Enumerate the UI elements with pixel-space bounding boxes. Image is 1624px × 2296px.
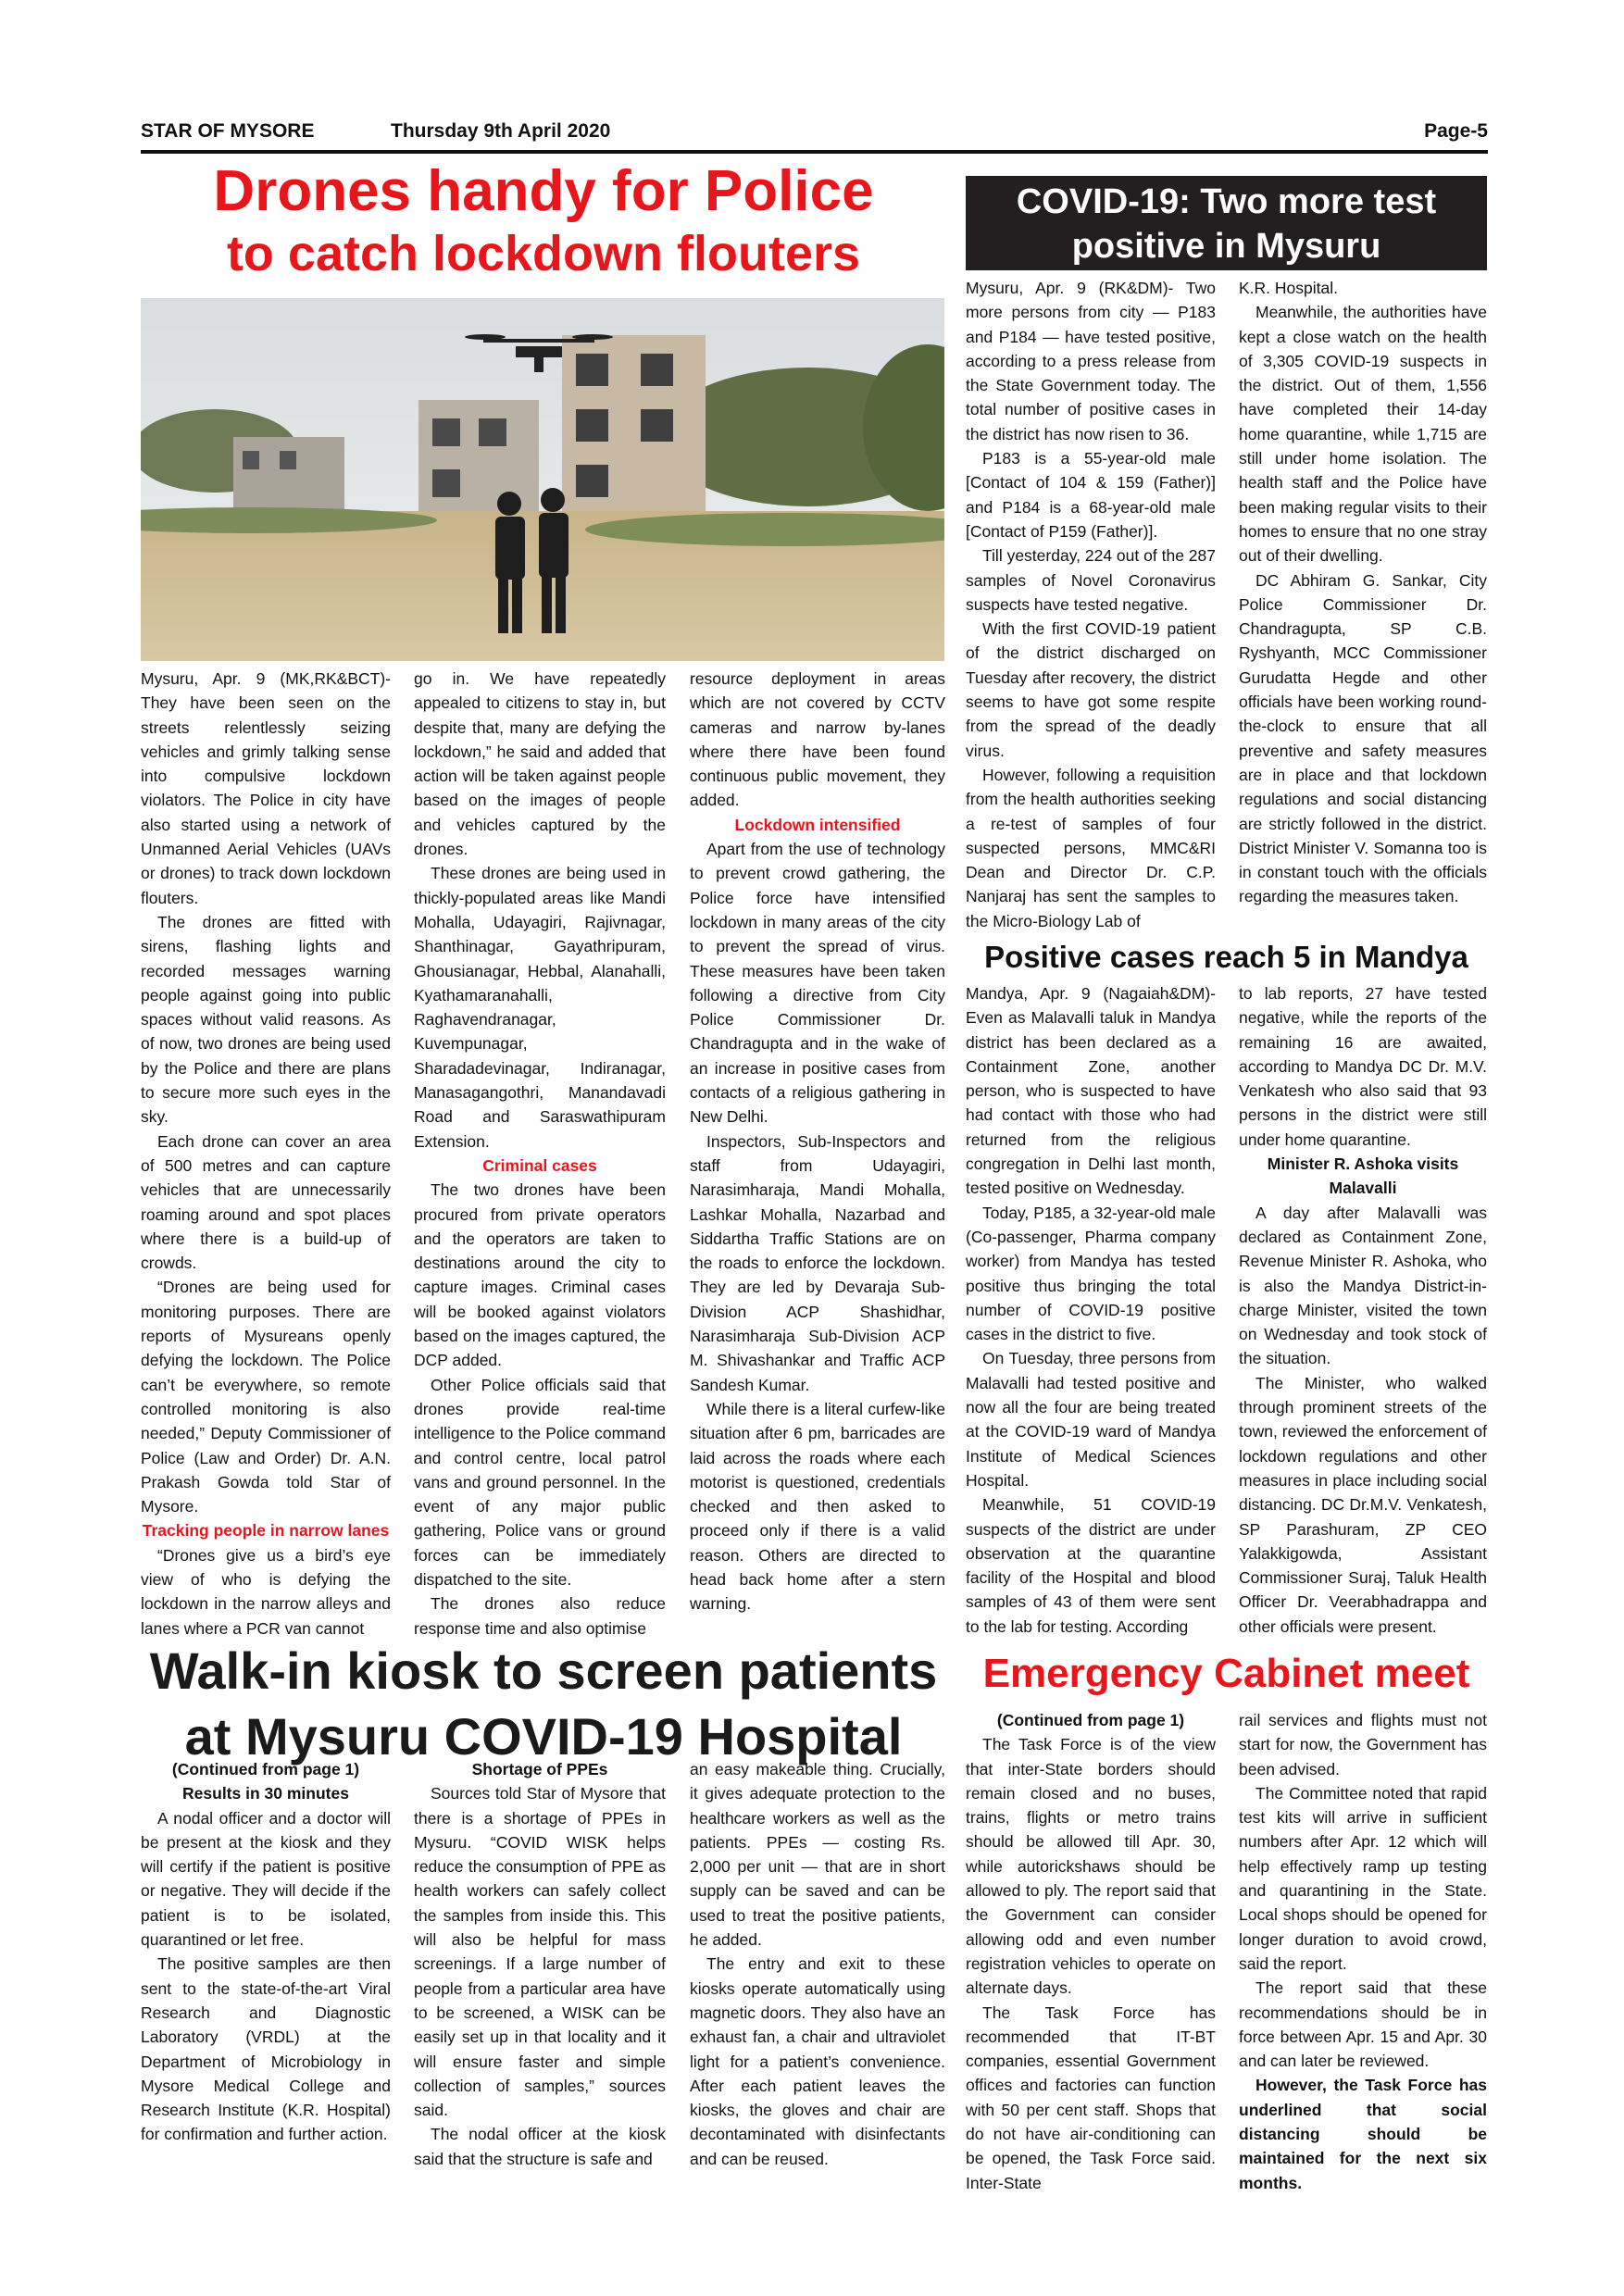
paragraph: A nodal officer and a doctor will be present at the kiosk and they will certify if the patient is positive or negative. They will decide if the patient is to be isolated, quarantined or let free. xyxy=(141,1808,391,1950)
drones-column-3 xyxy=(690,667,945,1616)
paragraph: Today, P185, a 32-year-old male (Co-passenger, Pharma company worker) from Mandya has tested positive thus bringing the total number of COVID-19 positive cases in the district to five. xyxy=(966,1203,1216,1344)
paragraph: P183 is a 55-year-old male [Contact of 104 & 159 (Father)] and P184 is a 68-year-old male [Contact of P159 (Father)]. xyxy=(966,449,1216,541)
paragraph: The drones also reduce response time and also optimise xyxy=(414,1594,666,1638)
kiosk-column-3 xyxy=(690,1757,945,2171)
paragraph: “Drones are being used for monitoring purposes. There are reports of Mysureans openly defying the lockdown. The Police can’t be everywhere, so remote controlled monitoring is also needed,” Deputy Commissioner of Police (Law and Order) Dr. A.N. Prakash Gowda told Star of Mysore. xyxy=(141,1278,391,1516)
drones-headline-line1: Drones handy for Police xyxy=(213,159,874,223)
cabinet-headline: Emergency Cabinet meet xyxy=(982,1651,1470,1696)
kiosk-headline-line2: at Mysuru COVID-19 Hospital xyxy=(184,1706,903,1766)
paragraph: Each drone can cover an area of 500 metres and can capture vehicles that are unnecessarily roaming around and spot places where there is a build-up of crowds. xyxy=(141,1131,391,1273)
continued-note: (Continued from page 1) xyxy=(171,1760,360,1778)
drones-column-2 xyxy=(414,667,666,1641)
paragraph: While there is a literal curfew-like situation after 6 pm, barricades are laid across the roads where each motorist is questioned, credentials checked and then asked to proceed only if there is a valid reason. Others are directed to head back home after a stern warning. xyxy=(690,1399,945,1614)
paragraph: With the first COVID-19 patient of the district discharged on Tuesday after recovery, the district seems to have got some respite from the spread of the deadly virus. xyxy=(966,619,1216,760)
paragraph: rail services and flights must not start for now, the Government has been advised. xyxy=(1239,1711,1487,1778)
paragraph: The Task Force is of the view that inter-State borders should remain closed and no buses, trains, flights or metro trains should be allowed till Apr. 30, while autorickshaws should be allowed to ply. The report said that the Government can consider allowing odd and even number registration vehicles to operate on alternate days. xyxy=(966,1735,1216,1998)
paragraph: A day after Malavalli was declared as Containment Zone, Revenue Minister R. Ashoka, who is also the Mandya District-in-charge Minister, visited the town on Wednesday and took stock of the situation. xyxy=(1239,1203,1487,1368)
kiosk-headline-line1: Walk-in kiosk to screen patients xyxy=(149,1641,938,1700)
newspaper-name: STAR OF MYSORE xyxy=(141,120,315,142)
paragraph: These drones are being used in thickly-populated areas like Mandi Mohalla, Udayagiri, Rajivnagar, Shanthinagar, Gayathripuram, Ghousianagar, Hebbal, Alanahalli, Kyathamaranahalli, Raghavendranagar, Kuvempunagar, Sharadadevinagar, Indiranagar, Manasagangothri, Manandavadi Road and Saraswathipuram Extension. xyxy=(414,864,666,1151)
paragraph: to lab reports, 27 have tested negative, while the reports of the remaining 16 are awaited, according to Mandya DC Dr. M.V. Venkatesh who also said that 93 persons in the district were still under home quarantine. xyxy=(1239,984,1487,1149)
covid-headline xyxy=(966,176,1487,270)
covid-column-2 xyxy=(1239,276,1487,909)
paragraph: go in. We have repeatedly appealed to citizens to stay in, but despite that, many are defying the lockdown,” he said and added that action will be taken against people based on the images of people and vehicles captured by the drones. xyxy=(414,669,666,859)
paragraph: The report said that these recommendations should be in force between Apr. 15 and Apr. 30 and can later be reviewed. xyxy=(1239,1978,1487,2071)
mandya-column-1 xyxy=(966,981,1216,1639)
paragraph: The entry and exit to these kiosks operate automatically using magnetic doors. They also have an exhaust fan, a chair and ultraviolet light for a patient’s convenience. After each patient leaves the kiosks, the gloves and chair are decontaminated with disinfectants and can be reused. xyxy=(690,1954,945,2168)
paragraph: The two drones have been procured from private operators and the operators are taken to destinations around the city to capture images. Criminal cases will be booked against violators based on the images captured, the DCP added. xyxy=(414,1180,666,1370)
subheading: Lockdown intensified xyxy=(734,815,901,834)
paragraph: However, following a requisition from the health authorities seeking a re-test of samples of four suspected persons, MMC&RI Dean and Director Dr. C.P. Nanjaraj has sent the samples to the Micro-Biology Lab of xyxy=(966,765,1216,930)
paragraph: Till yesterday, 224 out of the 287 samples of Novel Coronavirus suspects have tested negative. xyxy=(966,546,1216,614)
kiosk-headline xyxy=(141,1639,946,1769)
drone-photo xyxy=(141,298,944,661)
paragraph: Inspectors, Sub-Inspectors and staff from Udayagiri, Narasimharaja, Mandi Mohalla, Lashkar Mohalla, Nazarbad and Siddartha Traffic Stations are on the roads to enforce the lockdown. They are led by Devaraja Sub-Division ACP Shashidhar, Narasimharaja Sub-Division ACP M. Shivashankar and Traffic ACP Sandesh Kumar. xyxy=(690,1131,945,1394)
subheading: Minister R. Ashoka visits Malavalli xyxy=(1267,1154,1459,1198)
paragraph: Sources told Star of Mysore that there is a shortage of PPEs in Mysuru. “COVID WISK helps reduce the consumption of PPE as health workers can safely collect the samples from inside this. This will also be helpful for mass screenings. If a large number of people from a particular area have to be screened, a WISK can be easily set up in that locality and it will ensure faster and simple collection of samples,” sources said. xyxy=(414,1784,666,2120)
paragraph: resource deployment in areas which are not covered by CCTV cameras and narrow by-lanes where there have been found continuous public movement, they added. xyxy=(690,669,945,810)
paragraph: The nodal officer at the kiosk said that the structure is safe and xyxy=(414,2125,666,2168)
masthead xyxy=(141,120,1488,146)
covid-column-1 xyxy=(966,276,1216,933)
kiosk-column-1 xyxy=(141,1757,391,2147)
paragraph: Mysuru, Apr. 9 (RK&DM)- Two more persons from city — P183 and P184 — have tested positive, according to a press release from the State Government today. The total number of positive cases in the district has now risen to 36. xyxy=(966,279,1216,443)
covid-headline-line2: positive in Mysuru xyxy=(1071,227,1381,266)
paragraph: “Drones give us a bird’s eye view of who is defying the lockdown in the narrow alleys and lanes where a PCR van cannot xyxy=(141,1545,391,1638)
subheading: Shortage of PPEs xyxy=(471,1760,608,1778)
paragraph: The positive samples are then sent to the state-of-the-art Viral Research and Diagnostic Laboratory (VRDL) at the Department of Microbiology in Mysore Medical College and Research Institute (K.R. Hospital) for confirmation and further action. xyxy=(141,1954,391,2144)
paragraph: The drones are fitted with sirens, flashing lights and recorded messages warning people against going into public spaces without valid reasons. As of now, two drones are being used by the Police and there are plans to secure more such eyes in the sky. xyxy=(141,912,391,1127)
paragraph: Other Police officials said that drones provide real-time intelligence to the Police command and control centre, local patrol vans and ground personnel. In the event of any major public gathering, Police vans or ground forces can be immediately dispatched to the site. xyxy=(414,1375,666,1589)
continued-note: (Continued from page 1) xyxy=(996,1711,1185,1729)
paragraph: The Minister, who walked through prominent streets of the town, reviewed the enforcement of lockdown regulations and other measures in place including social distancing. DC Dr.M.V. Venkatesh, SP Parashuram, ZP CEO Yalakkigowda, Assistant Commissioner Suraj, Taluk Health Officer Dr. Veerabhadrappa and other officials were present. xyxy=(1239,1373,1487,1636)
subheading: Criminal cases xyxy=(482,1155,597,1175)
paragraph: Meanwhile, the authorities have kept a close watch on the health of 3,305 COVID-19 suspects in the district. Out of them, 1,556 have completed their 14-day home quarantine, while 1,715 are still under home isolation. The health staff and the Police have been making regular visits to their homes to ensure that no one stray out of their dwelling. xyxy=(1239,303,1487,566)
kiosk-column-2 xyxy=(414,1757,666,2171)
covid-headline-line1: COVID-19: Two more test xyxy=(1016,182,1437,221)
paragraph: Apart from the use of technology to prevent crowd gathering, the Police force have intensified lockdown in many areas of the city to prevent the spread of virus. These measures have been taken following a directive from City Police Commissioner Dr. Chandragupta and in the wake of an increase in positive cases from contacts of a religious gathering in New Delhi. xyxy=(690,840,945,1127)
paragraph: DC Abhiram G. Sankar, City Police Commissioner Dr. Chandragupta, SP C.B. Ryshyanth, MCC Commissioner Gurudatta Hegde and other officials have been working round-the-clock to ensure that all preventive and safety measures are in place and that lockdown regulations and social distancing are strictly followed in the district. District Minister V. Somanna too is in constant touch with the officials regarding the measures taken. xyxy=(1239,570,1487,906)
paragraph: Meanwhile, 51 COVID-19 suspects of the district are under observation at the quarantine facility of the Hospital and blood samples of 43 of them were sent to the lab for testing. According xyxy=(966,1495,1216,1636)
paragraph: On Tuesday, three persons from Malavalli had tested positive and now all the four are being treated at the COVID-19 ward of Mandya Institute of Medical Sciences Hospital. xyxy=(966,1349,1216,1490)
cabinet-column-1 xyxy=(966,1708,1216,2195)
paragraph: Mandya, Apr. 9 (Nagaiah&DM)- Even as Malavalli taluk in Mandya district has been declared as a Containment Zone, another person, who is suspected to have had contact with those who had returned from the religious congregation in Delhi last month, tested positive on Wednesday. xyxy=(966,984,1216,1198)
cabinet-column-2 xyxy=(1239,1708,1487,2195)
subheading: Results in 30 minutes xyxy=(182,1784,349,1803)
subheading: Tracking people in narrow lanes xyxy=(142,1521,390,1541)
paragraph-bold: However, the Task Force has underlined that social distancing should be maintained for the next six months. xyxy=(1239,2076,1487,2192)
page-number: Page-5 xyxy=(1424,120,1488,142)
drones-headline-line2: to catch lockdown flouters xyxy=(226,226,861,282)
drones-column-1 xyxy=(141,667,391,1641)
mandya-headline: Positive cases reach 5 in Mandya xyxy=(984,940,1468,974)
paragraph: The Committee noted that rapid test kits will arrive in sufficient numbers after Apr. 12 which will help effectively ramp up testing and quarantining in the State. Local shops should be opened for longer duration to avoid crowd, said the report. xyxy=(1239,1783,1487,1973)
issue-date: Thursday 9th April 2020 xyxy=(391,120,611,142)
paragraph: Mysuru, Apr. 9 (MK,RK&BCT)- They have been seen on the streets relentlessly seizing vehicles and grimly talking sense into compulsive lockdown violators. The Police in city have also started using a network of Unmanned Aerial Vehicles (UAVs or drones) to track down lockdown flouters. xyxy=(141,669,391,907)
masthead-rule xyxy=(141,150,1488,154)
mandya-column-2 xyxy=(1239,981,1487,1639)
drones-headline xyxy=(141,157,946,284)
paragraph: an easy makeable thing. Crucially, it gives adequate protection to the healthcare workers as well as the patients. PPEs — costing Rs. 2,000 per unit — that are in short supply can be saved and can be used to treat the positive patients, he added. xyxy=(690,1760,945,1950)
paragraph: K.R. Hospital. xyxy=(1239,279,1338,297)
paragraph: The Task Force has recommended that IT-BT companies, essential Government offices and factories can function with 50 per cent staff. Shops that do not have air-conditioning can be opened, the Task Force said. Inter-State xyxy=(966,2003,1216,2192)
